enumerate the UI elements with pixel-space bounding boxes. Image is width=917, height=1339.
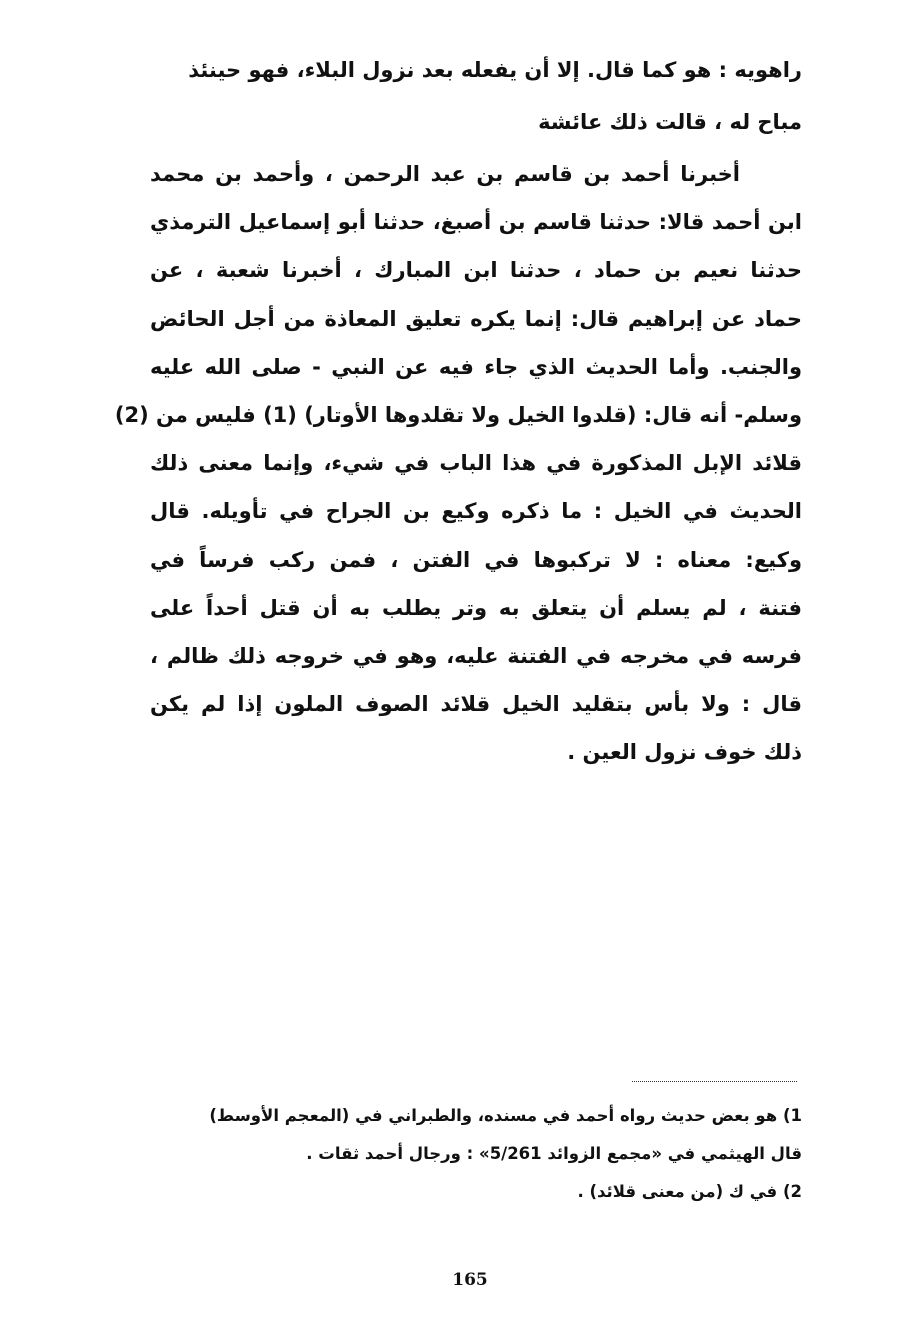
text-line: راهويه : هو كما قال. إلا أن يفعله بعد نزول البلاء، فهو حينئذ (188, 58, 802, 82)
text-line: فرسه في مخرجه في الفتنة عليه، وهو في خروجه ذلك ظالم ، (150, 643, 802, 668)
continuation-paragraph (150, 44, 802, 148)
main-paragraph (114, 150, 802, 776)
footnote-divider (632, 1081, 797, 1082)
text-line: ابن أحمد قالا: حدثنا قاسم بن أصبغ، حدثنا أبو إسماعيل الترمذي (150, 210, 802, 235)
text-line: وسلم- أنه قال: (قلدوا الخيل ولا تقلدوها الأوتار) (1) فليس من (2) (114, 402, 802, 427)
footnote-line: قال الهيثمي في «مجمع الزوائد 5/261» : ورجال أحمد ثقات . (306, 1144, 802, 1163)
text-line: حدثنا نعيم بن حماد ، حدثنا ابن المبارك ، أخبرنا شعبة ، عن (150, 258, 802, 283)
text-line: والجنب. وأما الحديث الذي جاء فيه عن النبي - صلى الله عليه (150, 354, 802, 379)
text-line: ذلك خوف نزول العين . (567, 740, 802, 765)
footnote-line: 2) في ك (من معنى قلائد) . (577, 1182, 802, 1201)
text-line: فتنة ، لم يسلم أن يتعلق به وتر يطلب به أن قتل أحداً على (150, 595, 802, 620)
text-line: قلائد الإبل المذكورة في هذا الباب في شيء، وإنما معنى ذلك (150, 451, 802, 476)
text-line: قال : ولا بأس بتقليد الخيل قلائد الصوف الملون إذا لم يكن (150, 692, 802, 717)
text-line: وكيع: معناه : لا تركبوها في الفتن ، فمن ركب فرساً في (150, 547, 802, 572)
text-line: أخبرنا أحمد بن قاسم بن عبد الرحمن ، وأحمد بن محمد (150, 162, 740, 186)
text-line: حماد عن إبراهيم قال: إنما يكره تعليق المعاذة من أجل الحائض (150, 306, 802, 331)
text-line: مباح له ، قالت ذلك عائشة (538, 110, 802, 134)
footnotes (150, 1097, 802, 1211)
footnote-line: 1) هو بعض حديث رواه أحمد في مسنده، والطبراني في (المعجم الأوسط) (209, 1106, 802, 1125)
page-number: 165 (452, 1270, 488, 1290)
text-line: الحديث في الخيل : ما ذكره وكيع بن الجراح في تأويله. قال (150, 499, 802, 524)
